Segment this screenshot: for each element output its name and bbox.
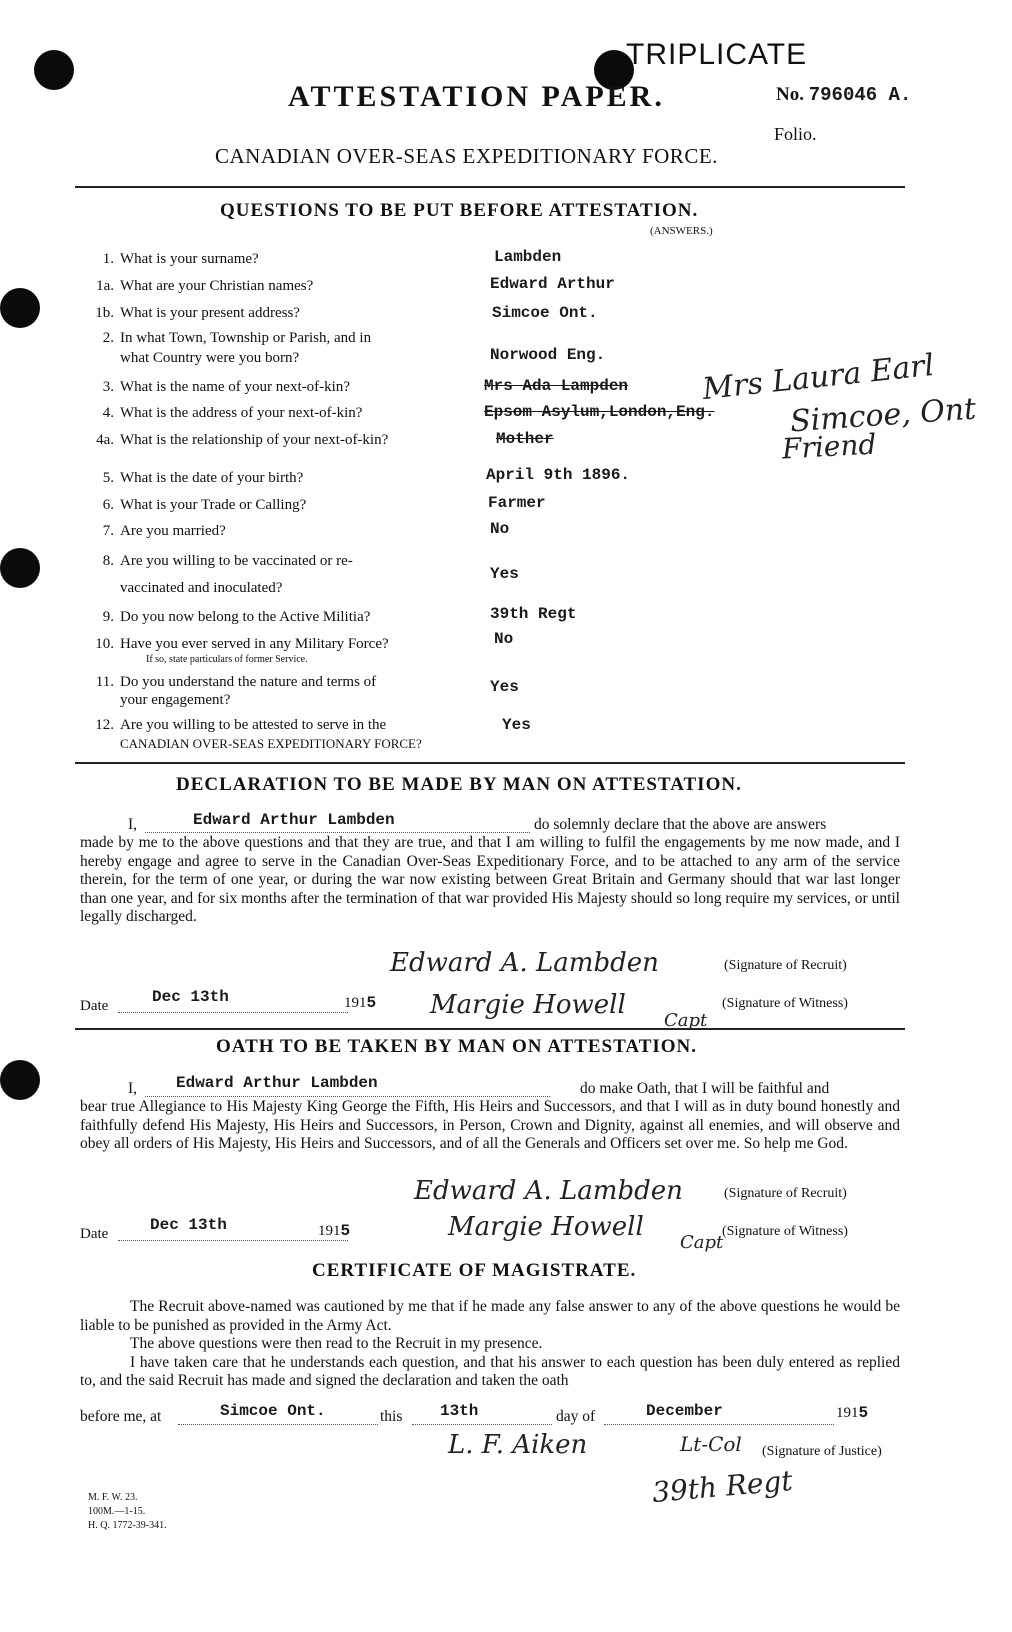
question-12-cont: CANADIAN OVER-SEAS EXPEDITIONARY FORCE? (120, 736, 422, 751)
questions-heading: QUESTIONS TO BE PUT BEFORE ATTESTATION. (220, 200, 699, 221)
oath-witness-sig-label: (Signature of Witness) (722, 1224, 848, 1239)
question-10-note: If so, state particulars of former Service. (146, 654, 308, 665)
question-10: 10. Have you ever served in any Military Force? (95, 636, 389, 652)
oath-heading: OATH TO BE TAKEN BY MAN ON ATTESTATION. (216, 1036, 698, 1057)
question-11: 11. Do you understand the nature and terms of (95, 674, 377, 690)
folio-label: Folio. (774, 124, 817, 144)
answer-6: Farmer (488, 494, 546, 512)
answer-3: Mrs Ada Lampden (484, 377, 629, 395)
answer-5: April 9th 1896. (486, 466, 631, 484)
stamp-triplicate: TRIPLICATE (626, 38, 808, 71)
handwritten-address: Simcoe, Ont (789, 391, 978, 440)
answer-11: Yes (490, 678, 519, 696)
oath-date: Dec 13th (150, 1216, 227, 1234)
certificate-justice-title: Lt-Col (680, 1432, 742, 1456)
declaration-heading: DECLARATION TO BE MADE BY MAN ON ATTESTATION. (176, 774, 742, 795)
answer-1b: Simcoe Ont. (492, 304, 598, 322)
answer-7: No (490, 520, 510, 538)
oath-i: I, (128, 1080, 138, 1097)
declaration-date-label: Date (80, 998, 109, 1014)
force-title: CANADIAN OVER-SEAS EXPEDITIONARY FORCE. (215, 144, 718, 168)
certificate-p3: I have taken care that he understands each question, and that his answer to each question has been duly entered as replied to, and the said Recruit has made and signed the declaration and taken the oath (80, 1353, 900, 1389)
punch-hole (0, 548, 40, 588)
certificate-month-line (604, 1424, 834, 1425)
oath-text: bear true Allegiance to His Majesty King George the Fifth, His Heirs and Successors, and that I will as in duty bound honestly and faithfully defend His Majesty, His Heirs and Successors, in Person, Crown and Dignity, against all enemies, and will observe and obey all orders of His Majesty, His Heirs and Successors, and of all the Generals and Officers set over me. So help me God. (80, 1098, 900, 1152)
question-8-cont: vaccinated and inoculated? (120, 580, 283, 596)
certificate-regiment: 39th Regt (650, 1463, 794, 1510)
declaration-i: I, (128, 816, 138, 833)
oath-witness-rank: Capt (680, 1232, 724, 1253)
question-4: 4. What is the address of your next-of-kin? (102, 405, 363, 421)
question-12: 12. Are you willing to be attested to serve in the (95, 717, 387, 733)
declaration-witness-signature: Margie Howell (430, 990, 626, 1020)
question-2-cont: what Country were you born? (120, 350, 300, 366)
form-number-value: 796046 A. (808, 84, 912, 106)
question-9: 9. Do you now belong to the Active Militia? (102, 609, 371, 625)
answer-9: 39th Regt (490, 605, 577, 623)
oath-recruit-sig-label: (Signature of Recruit) (724, 1186, 847, 1201)
declaration-recruit-sig-label: (Signature of Recruit) (724, 958, 847, 973)
punch-hole (34, 50, 74, 90)
oath-name-line (145, 1096, 550, 1097)
answer-4a: Mother (496, 430, 554, 448)
page-title: ATTESTATION PAPER. (288, 80, 665, 113)
declaration-name-line (145, 832, 530, 833)
declaration-body (80, 834, 900, 927)
question-1b: 1b. What is your present address? (95, 305, 300, 321)
declaration-recruit-signature: Edward A. Lambden (390, 948, 659, 978)
oath-witness-signature: Margie Howell (448, 1212, 644, 1242)
question-11-cont: your engagement? (120, 692, 231, 708)
declaration-date-line (118, 1012, 348, 1013)
punch-hole (0, 1060, 40, 1100)
question-7: 7. Are you married? (102, 523, 226, 539)
answer-2: Norwood Eng. (490, 346, 606, 364)
question-1: 1. What is your surname? (102, 251, 259, 267)
declaration-witness-sig-label: (Signature of Witness) (722, 996, 848, 1011)
form-number-label: No. (776, 84, 804, 105)
answer-4: Epsom Asylum,London,Eng. (484, 403, 715, 421)
question-3: 3. What is the name of your next-of-kin? (102, 379, 350, 395)
certificate-day-of-label: day of (556, 1408, 596, 1425)
oath-year: 1915 (318, 1222, 351, 1240)
answer-8: Yes (490, 565, 519, 583)
certificate-justice-signature: L. F. Aiken (448, 1430, 588, 1460)
declaration-text: made by me to the above questions and that they are true, and that I am willing to fulfil the engagements by me now made, and I hereby engage and agree to serve in the Canadian Over-Seas Expeditionary Force, and to be attached to any arm of the service therein, for the term of one year, or during the war now existing between Great Britain and Germany should that war last longer than one year, and for six months after the termination of that war provided His Majesty should so long require my services, or until legally discharged. (80, 834, 900, 925)
question-4a: 4a. What is the relationship of your next-of-kin? (96, 432, 389, 448)
certificate-before-label: before me, at (80, 1408, 162, 1425)
form-number (776, 84, 911, 106)
certificate-p1: The Recruit above-named was cautioned by me that if he made any false answer to any of the above questions he would be liable to be punished as provided in the Army Act. (80, 1298, 900, 1334)
certificate-month: December (646, 1402, 723, 1420)
declaration-year: 1915 (344, 994, 377, 1012)
answers-label: (ANSWERS.) (650, 225, 713, 237)
header-rule (75, 186, 905, 188)
certificate-heading: CERTIFICATE OF MAGISTRATE. (312, 1260, 637, 1281)
certificate-this-label: this (380, 1408, 403, 1425)
certificate-body (80, 1298, 900, 1391)
answer-12: Yes (502, 716, 531, 734)
question-6: 6. What is your Trade or Calling? (102, 497, 307, 513)
oath-name: Edward Arthur Lambden (176, 1074, 378, 1092)
footer-form: M. F. W. 23. (88, 1492, 138, 1503)
oath-date-line (118, 1240, 348, 1241)
question-8: 8. Are you willing to be vaccinated or re- (102, 553, 353, 569)
certificate-year: 1915 (836, 1404, 869, 1422)
declaration-rule (75, 1028, 905, 1030)
declaration-witness-rank: Capt (664, 1010, 708, 1031)
certificate-day-line (412, 1424, 552, 1425)
oath-date-label: Date (80, 1226, 109, 1242)
oath-line1: do make Oath, that I will be faithful and (580, 1080, 830, 1097)
certificate-place-line (178, 1424, 378, 1425)
answer-1a: Edward Arthur (490, 275, 615, 293)
certificate-justice-sig-label: (Signature of Justice) (762, 1444, 882, 1459)
handwritten-next-of-kin: Mrs Laura Earl (700, 347, 936, 408)
oath-recruit-signature: Edward A. Lambden (414, 1176, 683, 1206)
certificate-p2: The above questions were then read to the Recruit in my presence. (130, 1335, 543, 1352)
footer-print: 100M.—1-15. (88, 1506, 146, 1517)
declaration-date: Dec 13th (152, 988, 229, 1006)
question-2: 2. In what Town, Township or Parish, and in (102, 330, 372, 346)
certificate-place: Simcoe Ont. (220, 1402, 326, 1420)
question-1a: 1a. What are your Christian names? (96, 278, 314, 294)
oath-body (80, 1098, 900, 1154)
declaration-name: Edward Arthur Lambden (193, 811, 395, 829)
certificate-day: 13th (440, 1402, 479, 1420)
handwritten-relationship: Friend (781, 427, 878, 466)
answer-10: No (494, 630, 514, 648)
declaration-line1: do solemnly declare that the above are answers (534, 816, 827, 833)
footer-hq: H. Q. 1772-39-341. (88, 1520, 167, 1531)
punch-hole (0, 288, 40, 328)
answer-1: Lambden (494, 248, 562, 266)
questions-rule (75, 762, 905, 764)
question-5: 5. What is the date of your birth? (102, 470, 304, 486)
